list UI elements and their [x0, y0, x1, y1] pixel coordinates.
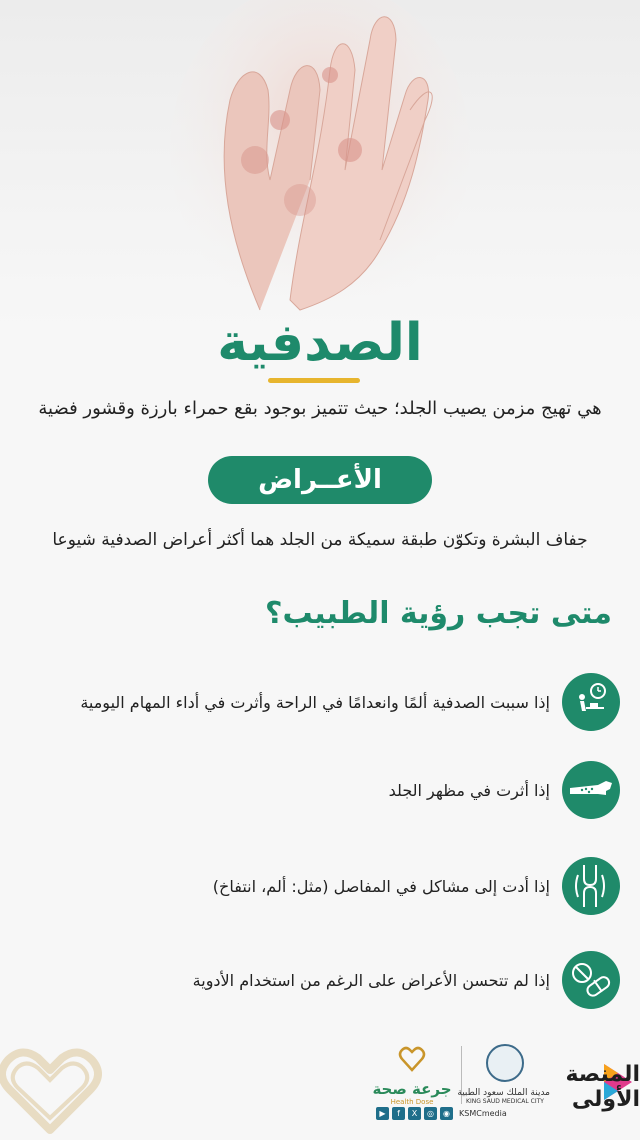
pills-icon — [562, 951, 620, 1009]
heart-logo-icon — [398, 1046, 426, 1072]
symptoms-description: جفاف البشرة وتكوّن طبقة سميكة من الجلد هما أكثر أعراض الصدفية شيوعا — [52, 530, 588, 550]
list-item-text: إذا أثرت في مظهر الجلد — [388, 780, 550, 800]
hero-image — [0, 0, 640, 330]
list-item — [20, 760, 620, 820]
snapchat-icon[interactable]: ◉ — [440, 1107, 453, 1120]
list-item — [20, 950, 620, 1010]
list-item-text: إذا أدت إلى مشاكل في المفاصل (مثل: ألم، انتفاخ) — [212, 876, 550, 896]
ksmc-name-ar: مدينة الملك سعود الطبية — [457, 1088, 550, 1098]
ksmc-name-en: KING SAUD MEDICAL CITY — [466, 1098, 544, 1105]
facebook-icon[interactable]: f — [392, 1107, 405, 1120]
list-item-text: إذا سببت الصدفية ألمًا وانعدامًا في الراحة وأثرت في أداء المهام اليومية — [80, 692, 550, 712]
page-title: الصدفية — [217, 313, 423, 373]
health-dose-en: Health Dose — [390, 1098, 434, 1106]
hands-illustration — [0, 0, 640, 330]
list-item — [20, 672, 620, 732]
platform-name: المنصة الأولى — [565, 1062, 640, 1112]
symptoms-badge: الأعــراض — [208, 456, 432, 504]
social-handle[interactable]: KSMCmedia — [459, 1108, 507, 1118]
title-underline — [268, 378, 360, 383]
heart-watermark-icon — [0, 1040, 110, 1140]
x-icon[interactable]: X — [408, 1107, 421, 1120]
health-dose-ar: جرعة صحة — [372, 1080, 452, 1098]
ksmc-emblem-icon — [486, 1044, 524, 1082]
youtube-icon[interactable]: ▶ — [376, 1107, 389, 1120]
description: هي تهيج مزمن يصيب الجلد؛ حيث تتميز بوجود بقع حمراء بارزة وقشور فضية — [38, 398, 602, 419]
social-bar — [376, 1106, 507, 1120]
arm-skin-icon — [562, 761, 620, 819]
list-item — [20, 856, 620, 916]
when-to-see-doctor-title: متى تجب رؤية الطبيب؟ — [265, 596, 612, 631]
person-desk-clock-icon — [562, 673, 620, 731]
instagram-icon[interactable]: ◎ — [424, 1107, 437, 1120]
knee-joint-icon — [562, 857, 620, 915]
list-item-text: إذا لم تتحسن الأعراض على الرغم من استخدام الأدوية — [192, 970, 550, 990]
